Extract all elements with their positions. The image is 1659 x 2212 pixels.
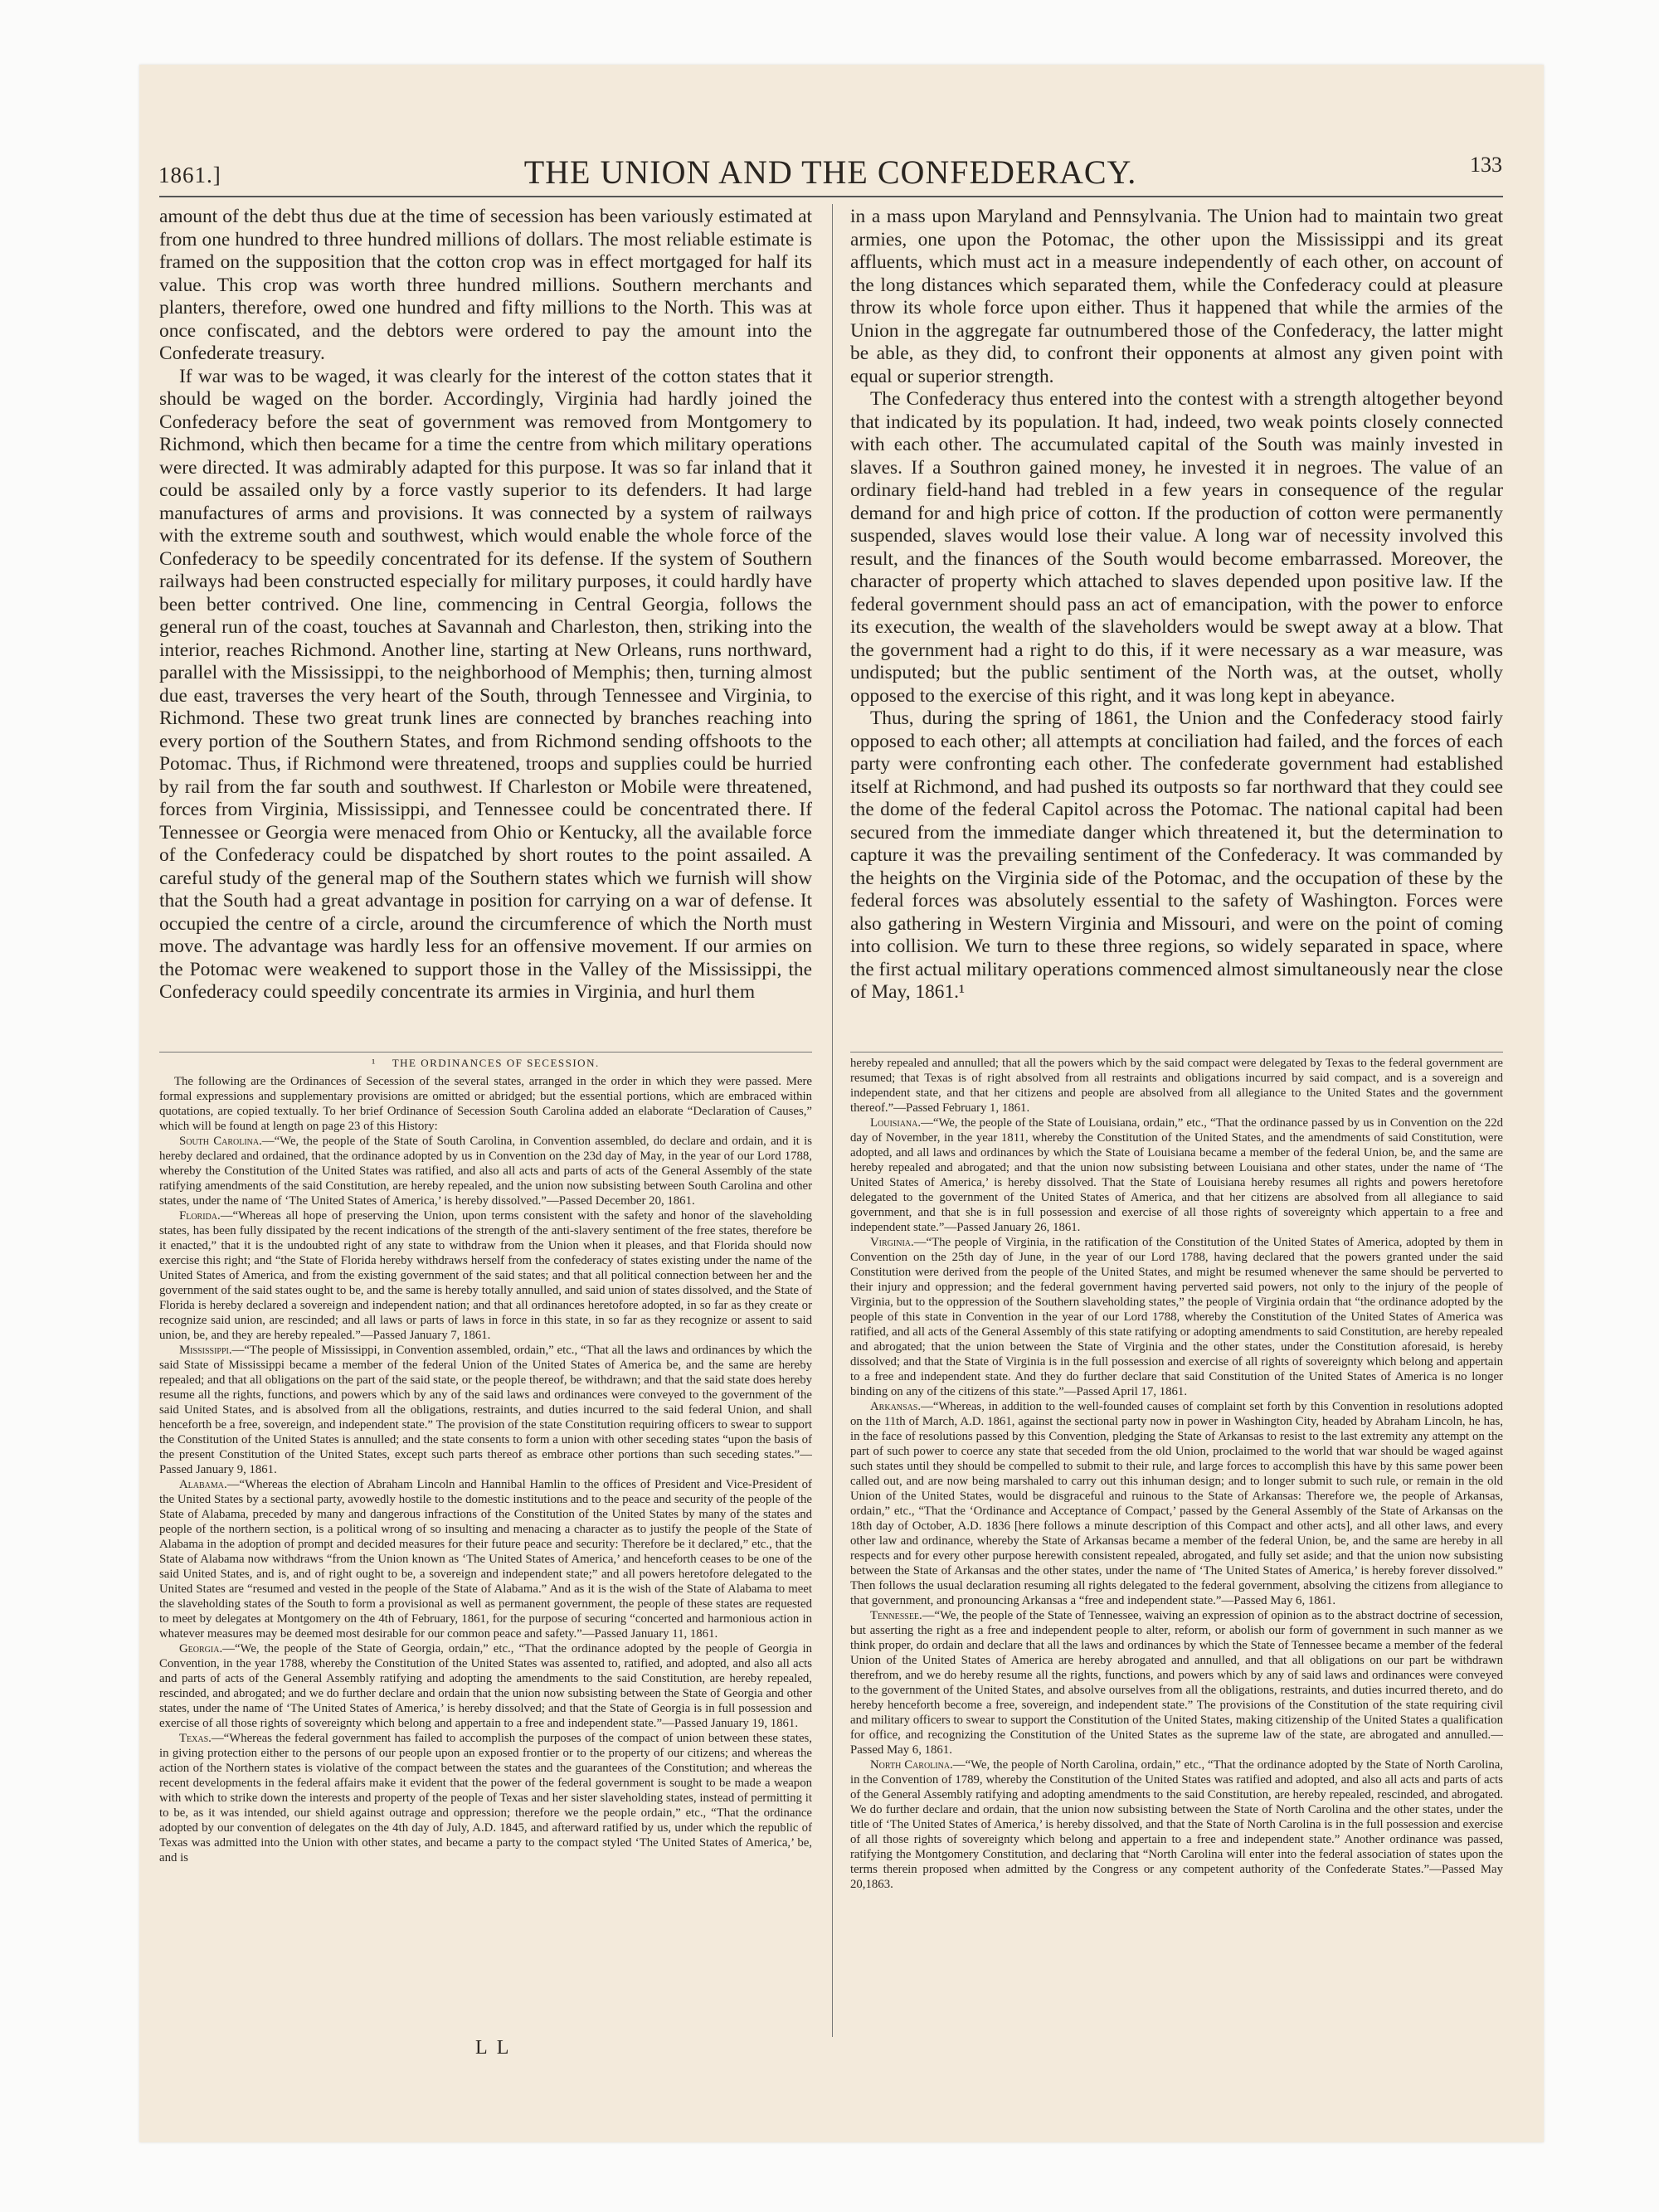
running-header	[158, 148, 1502, 194]
book-page	[139, 65, 1544, 2142]
ordinance-texas: Texas.—“Whereas the federal government has failed to accomplish the purposes of the compact of union between these states, in giving protection either to the persons of our people upon an exposed frontier or to the property of our citizens; and whereas the action of the Northern states is violative of the compact between the states and the guarantees of the Constitution; and whereas the recent developments in the federal affairs make it evident that the power of the federal government is sought to be made a weapon with which to strike down the interests and property of the people of Texas and her sister slaveholding states, instead of permitting it to be, as it was intended, our shield against outrage and oppression; therefore we the people ordain,” etc., “That the ordinance adopted by our convention of delegates on the 4th day of July, A.D. 1845, and afterward ratified by us, under which the republic of Texas was admitted into the Union with other states, and became a party to the compact styled ‘The United States of America,’ be, and is	[159, 1732, 812, 1864]
body-paragraph: The Confederacy thus entered into the contest with a strength altogether beyond that indicated by its population. It had, indeed, two weak points closely connected with each other. The accumulated capital of the South was mainly invested in slaves. If a Southron gained money, he invested it in negroes. The value of an ordinary field-hand had trebled in a few years in consequence of the regular demand for and high price of cotton. If the production of cotton were permanently suspended, slaves would lose their value. A long war of necessity involved this result, and the finances of the South would become embarrassed. Moreover, the character of property which attached to slaves depended upon positive law. If the federal government should pass an act of emancipation, with the power to enforce its execution, the wealth of the slaveholders would be swept away at a blow. That the government had a right to do this, if it were necessary as a war measure, was undisputed; but the public sentiment of the North was, at the outset, wholly opposed to the exercise of this right, and it was long kept in abeyance.	[850, 388, 1503, 707]
footnote-rule	[850, 1052, 1503, 1053]
ordinance-louisiana: Louisiana.—“We, the people of the State of Louisiana, ordain,” etc., “That the ordinance passed by us in Convention on the 22d day of November, in the year 1811, whereby the Constitution of the United States, and the amendments of said Constitution, were adopted, and all laws and ordinances by which the State of Louisiana became a member of the federal Union, be, and the same are hereby repealed and abrogated; and that the union now subsisting between Louisiana and other states, under the name of ‘The United States of America,’ is hereby dissolved. That the State of Louisiana hereby resumes all rights and powers heretofore delegated to the government of the United States of America, and that her citizens are absolved from all allegiance to said government, and that she is in full possession and exercise of all those rights of sovereignty which appertain to a free and independent state.”—Passed January 26, 1861.	[850, 1116, 1503, 1234]
ordinance-north-carolina: North Carolina.—“We, the people of North Carolina, ordain,” etc., “That the ordinance adopted by the State of North Carolina, in the Convention of 1789, whereby the Constitution of the United States was ratified and adopted, and also all acts and parts of acts of the General Assembly ratifying and adopting amendments to the said Constitution, are hereby repealed, rescinded, and abrogated. We do further declare and ordain, that the union now subsisting between the State of North Carolina and the other states, under the title of ‘The United States of America,’ is hereby dissolved, and that the State of North Carolina is in the full possession and exercise of all those rights of sovereignty which belong and appertain to a free and independent state.” Another ordinance was passed, ratifying the Montgomery Constitution, and declaring that “North Carolina will enter into the federal association of states upon the terms therein proposed when admitted by the Congress or any competent authority of the Confederate States.”—Passed May 20,1863.	[850, 1758, 1503, 1891]
body-column-left	[159, 206, 812, 1039]
footnote-marker: ¹	[372, 1057, 377, 1069]
ordinance-arkansas: Arkansas.—“Whereas, in addition to the well-founded causes of complaint set forth by this Convention in resolutions adopted on the 11th of March, A.D. 1861, against the sectional party now in power in Washington City, headed by Abraham Lincoln, he has, in the face of resolutions passed by this Convention, pledging the State of Arkansas to resist to the last extremity any attempt on the part of such power to coerce any state that seceded from the old Union, proclaimed to the world that war should be waged against such states until they should be compelled to submit to their rule, and large forces to accomplish this have by this same power been called out, and are now being marshaled to carry out this inhuman design; and to longer submit to such rule, or remain in the old Union of the United States, would be disgraceful and ruinous to the State of Arkansas: Therefore we, the people of Arkansas, ordain,” etc., “That the ‘Ordinance and Acceptance of Compact,’ passed by the General Assembly of the State of Arkansas on the 18th day of October, A.D. 1836 [here follows a minute description of this Compact and other acts], and all other laws, and every other law and ordinance, whereby the State of Arkansas became a member of the federal Union, be, and the same are hereby in all respects and for every other purpose herewith consistent repealed, abrogated, and fully set aside; and that the union now subsisting between the State of Arkansas and the other states, under the name of ‘The United States of America,’ is hereby forever dissolved.” Then follows the usual declaration resuming all rights delegated to the federal government, absolving the citizens from allegiance to that government, and pronouncing Arkansas a “free and independent state.”—Passed May 6, 1861.	[850, 1400, 1503, 1607]
column-divider	[832, 204, 833, 2037]
ordinance-georgia: Georgia.—“We, the people of the State of Georgia, ordain,” etc., “That the ordinance adopted by the people of Georgia in Convention, in the year 1788, whereby the Constitution of the United States was assented to, ratified, and adopted, and also all acts and parts of acts of the General Assembly ratifying and adopting the amendments to the said Constitution, are hereby repealed, rescinded, and abrogated; and we do further declare and ordain that the union now subsisting between the State of Georgia and other states, under the name of ‘The United States of America,’ is hereby dissolved; and that the State of Georgia is in full possession and exercise of all those rights of sovereignty which belong and appertain to a free and independent state.”—Passed January 19, 1861.	[159, 1642, 812, 1730]
header-title: THE UNION AND THE CONFEDERACY.	[523, 153, 1137, 191]
ordinance-virginia: Virginia.—“The people of Virginia, in the ratification of the Constitution of the United States of America, adopted by them in Convention on the 25th day of June, in the year of our Lord 1788, having declared that the powers granted under the said Constitution were derived from the people of the United States, and might be resumed whenever the same should be perverted to their injury and oppression; and the federal government having perverted said powers, not only to the injury of the people of Virginia, but to the oppression of the Southern slaveholding states,” the people of Virginia ordain that “the ordinance adopted by the people of this state in Convention in the year of our Lord 1788, whereby the Constitution of the United States of America was ratified, and all acts of the General Assembly of this state ratifying or adopting amendments to said Constitution, are hereby repealed and abrogated; that the union between the State of Virginia and the other states, under the Constitution aforesaid, is hereby dissolved; and that the State of Virginia is in the full possession and exercise of all rights of sovereignty which belong and appertain to a free and independent state. And they do further declare that said Constitution of the United States of America is no longer binding on any of the citizens of this state.”—Passed April 17, 1861.	[850, 1236, 1503, 1398]
body-paragraph: Thus, during the spring of 1861, the Union and the Confederacy stood fairly opposed to each other; all attempts at conciliation had failed, and the forces of each party were confronting each other. The confederate government had established itself at Richmond, and had pushed its outposts so far northward that they could see the dome of the federal Capitol across the Potomac. The national capital had been secured from the immediate danger which threatened it, but the determination to capture it was the prevailing sentiment of the Confederacy. It was commanded by the heights on the Virginia side of the Potomac, and the occupation of these by the federal forces was absolutely essential to the safety of Washington. Forces were also gathering in Western Virginia and Missouri, and were on the point of coming into collision. We turn to these three regions, so widely separated in space, where the first actual military operations commenced almost simultaneously near the close of May, 1861.¹	[850, 707, 1503, 1003]
ordinance-south-carolina: South Carolina.—“We, the people of the State of South Carolina, in Convention assembled, do declare and ordain, and it is hereby declared and ordained, that the ordinance adopted by us in Convention on the 23d day of May, in the year of our Lord 1788, whereby the Constitution of the United States was ratified, and also all acts and parts of acts of the General Assembly of the state ratifying amendments of the said Constitution, are hereby repealed, and the union now subsisting between South Carolina and other states, under the name of ‘The United States of America,’ is hereby dissolved.”—Passed December 20, 1861.	[159, 1135, 812, 1208]
header-year: 1861.]	[158, 163, 221, 187]
page-number: 133	[1470, 153, 1502, 177]
footnote-column-left	[159, 1056, 812, 2030]
ordinance-mississippi: Mississippi.—“The people of Mississippi, in Convention assembled, ordain,” etc., “That all the laws and ordinances by which the said State of Mississippi became a member of the federal Union of the United States of America be, and the same are hereby repealed; and that all obligations on the part of the said state, or the people thereof, be withdrawn; and that the said state does hereby resume all the rights, functions, and powers which by any of the said laws and ordinances were conveyed to the government of the said United States, and is absolved from all the obligations, restraints, and duties incurred to the said federal Union, and shall henceforth be a free, sovereign, and independent state.” The provision of the state Constitution requiring officers to swear to support the Constitution of the United States is annulled; and the state consents to form a union with other seceding states “upon the basis of the present Constitution of the United States, except such parts thereof as embrace other portions than such seceding states.”—Passed January 9, 1861.	[159, 1344, 812, 1476]
signature-mark: L L	[475, 2037, 512, 2059]
body-paragraph: in a mass upon Maryland and Pennsylvania. The Union had to maintain two great armies, one upon the Potomac, the other upon the Mississippi and its great affluents, which must act in a measure independently of each other, on account of the long distances which separated them, while the Confederacy could at pleasure throw its whole force upon either. Thus it happened that while the armies of the Union in the aggregate far outnumbered those of the Confederacy, the latter might be able, as they did, to confront their opponents at almost any given point with equal or superior strength.	[850, 206, 1503, 387]
ordinance-alabama: Alabama.—“Whereas the election of Abraham Lincoln and Hannibal Hamlin to the offices of President and Vice-President of the United States by a sectional party, avowedly hostile to the domestic institutions and to the peace and security of the people of the State of Alabama, preceded by many and dangerous infractions of the Constitution of the United States by many of the states and people of the northern section, is a political wrong of so insulting and menacing a character as to justify the people of the State of Alabama in the adoption of prompt and decided measures for their future peace and security: Therefore be it declared,” etc., that the State of Alabama now withdraws “from the Union known as ‘The United States of America,’ and henceforth ceases to be one of the said United States, and is, and of right ought to be, a sovereign and independent state;” and all powers heretofore delegated to the United States are “resumed and vested in the people of the State of Alabama.” And as it is the wish of the State of Alabama to meet the slaveholding states of the South to form a provisional as well as permanent government, the people of these states are requested to meet by delegates at Montgomery on the 4th of February, 1861, for the purpose of securing “concerted and harmonious action in whatever measures may be deemed most desirable for our common peace and safety.”—Passed January 11, 1861.	[159, 1478, 812, 1641]
footnote-paragraph: The following are the Ordinances of Secession of the several states, arranged in the order in which they were passed. Mere formal expressions and supplementary provisions are omitted or abridged; but the essential portions, which are embraced within quotations, are copied textually. To her brief Ordinance of Secession South Carolina added an elaborate “Declaration of Causes,” which will be found at length on page 23 of this History:	[159, 1075, 812, 1133]
header-rule	[159, 196, 1503, 197]
body-paragraph: If war was to be waged, it was clearly for the interest of the cotton states that it should be waged on the border. Accordingly, Virginia had hardly joined the Confederacy before the seat of government was removed from Montgomery to Richmond, which then became for a time the centre from which military operations were directed. It was admirably adapted for this purpose. It was so far inland that it could be assailed only by a force vastly superior to its defenders. It had large manufactures of arms and provisions. It was connected by a system of railways with the extreme south and southwest, which would enable the whole force of the Confederacy to be speedily concentrated for its defense. If the system of Southern railways had been constructed especially for military purposes, it could hardly have been better contrived. One line, commencing in Central Georgia, follows the general run of the coast, touches at Savannah and Charleston, then, striking into the interior, reaches Richmond. Another line, starting at New Orleans, runs northward, parallel with the Mississippi, to the neighborhood of Memphis; then, turning almost due east, traverses the very heart of the South, through Tennessee and Virginia, to Richmond. These two great trunk lines are connected by branches reaching into every portion of the Southern States, and from Richmond sending offshoots to the Potomac. Thus, if Richmond were threatened, troops and supplies could be hurried by rail from the far south and southwest. If Charleston or Mobile were threatened, forces from Virginia, Mississippi, and Tennessee could be concentrated there. If Tennessee or Georgia were menaced from Ohio or Kentucky, all the available force of the Confederacy could be dispatched by short routes to the point assailed. A careful study of the general map of the Southern states which we furnish will show that the South had a great advantage in position for carrying on a war of defense. It occupied the centre of a circle, around the circumference of which the North must move. The advantage was hardly less for an offensive movement. If our armies on the Potomac were weakened to support those in the Valley of the Mississippi, the Confederacy could speedily concentrate its armies in Virginia, and hurl them	[159, 365, 812, 1003]
ordinance-texas-continued: hereby repealed and annulled; that all the powers which by the said compact were delegated by Texas to the federal government are resumed; that Texas is of right absolved from all restraints and obligations incurred by said compact, and is a sovereign and independent state, and that her citizens and people are absolved from all allegiance to the United States and the government thereof.”—Passed February 1, 1861.	[850, 1057, 1503, 1115]
body-paragraph: amount of the debt thus due at the time of secession has been variously estimated at from one hundred to three hundred millions of dollars. The most reliable estimate is framed on the supposition that the cotton crop was in effect mortgaged for half its value. This crop was worth three hundred millions. Southern merchants and planters, therefore, owed one hundred and fifty millions to the North. This was at once confiscated, and the debtors were ordered to pay the amount into the Confederate treasury.	[159, 206, 812, 364]
footnote-rule	[159, 1052, 812, 1053]
ordinance-florida: Florida.—“Whereas all hope of preserving the Union, upon terms consistent with the safety and honor of the slaveholding states, has been fully dissipated by the recent indications of the strength of the anti-slavery sentiment of the free states, therefore be it enacted,” that it is the undoubted right of any state to withdraw from the Union when it pleases, and that Florida should now exercise this right; and “the State of Florida hereby withdraws herself from the confederacy of states existing under the name of the United States of America, and from the existing government of the said states; and that all political connection between her and the government of the said states ought to be, and the same is hereby totally annulled, and said union of states dissolved, and the State of Florida is hereby declared a sovereign and independent nation; and that all ordinances heretofore adopted, in so far as they create or recognize said union, are rescinded; and all laws or parts of laws in force in this state, in so far as they recognize or assent to said union, be, and they are hereby repealed.”—Passed January 7, 1861.	[159, 1209, 812, 1342]
body-column-right	[850, 206, 1503, 1039]
footnote-title: THE ORDINANCES OF SECESSION.	[392, 1057, 600, 1069]
footnote-heading	[159, 1056, 812, 1071]
footnote-column-right	[850, 1056, 1503, 2030]
ordinance-tennessee: Tennessee.—“We, the people of the State of Tennessee, waiving an expression of opinion as to the abstract doctrine of secession, but asserting the right as a free and independent people to alter, reform, or abolish our form of government in such manner as we think proper, do ordain and declare that all the laws and ordinances by which the State of Tennessee became a member of the federal Union of the United States of America are hereby abrogated and annulled, and that all obligations on our part be withdrawn therefrom, and we do hereby resume all the rights, functions, and powers which by any of said laws and ordinances were conveyed to the government of the United States, and absolve ourselves from all the obligations, restraints, and duties incurred thereto, and do hereby henceforth become a free, sovereign, and independent state.” The provisions of the Constitution of the state requiring civil and military officers to swear to support the Constitution of the United States, making citizenship of the United States a qualification for office, and recognizing the Constitution of the United States as the supreme law of the state, are abrogated and annulled.—Passed May 6, 1861.	[850, 1609, 1503, 1757]
